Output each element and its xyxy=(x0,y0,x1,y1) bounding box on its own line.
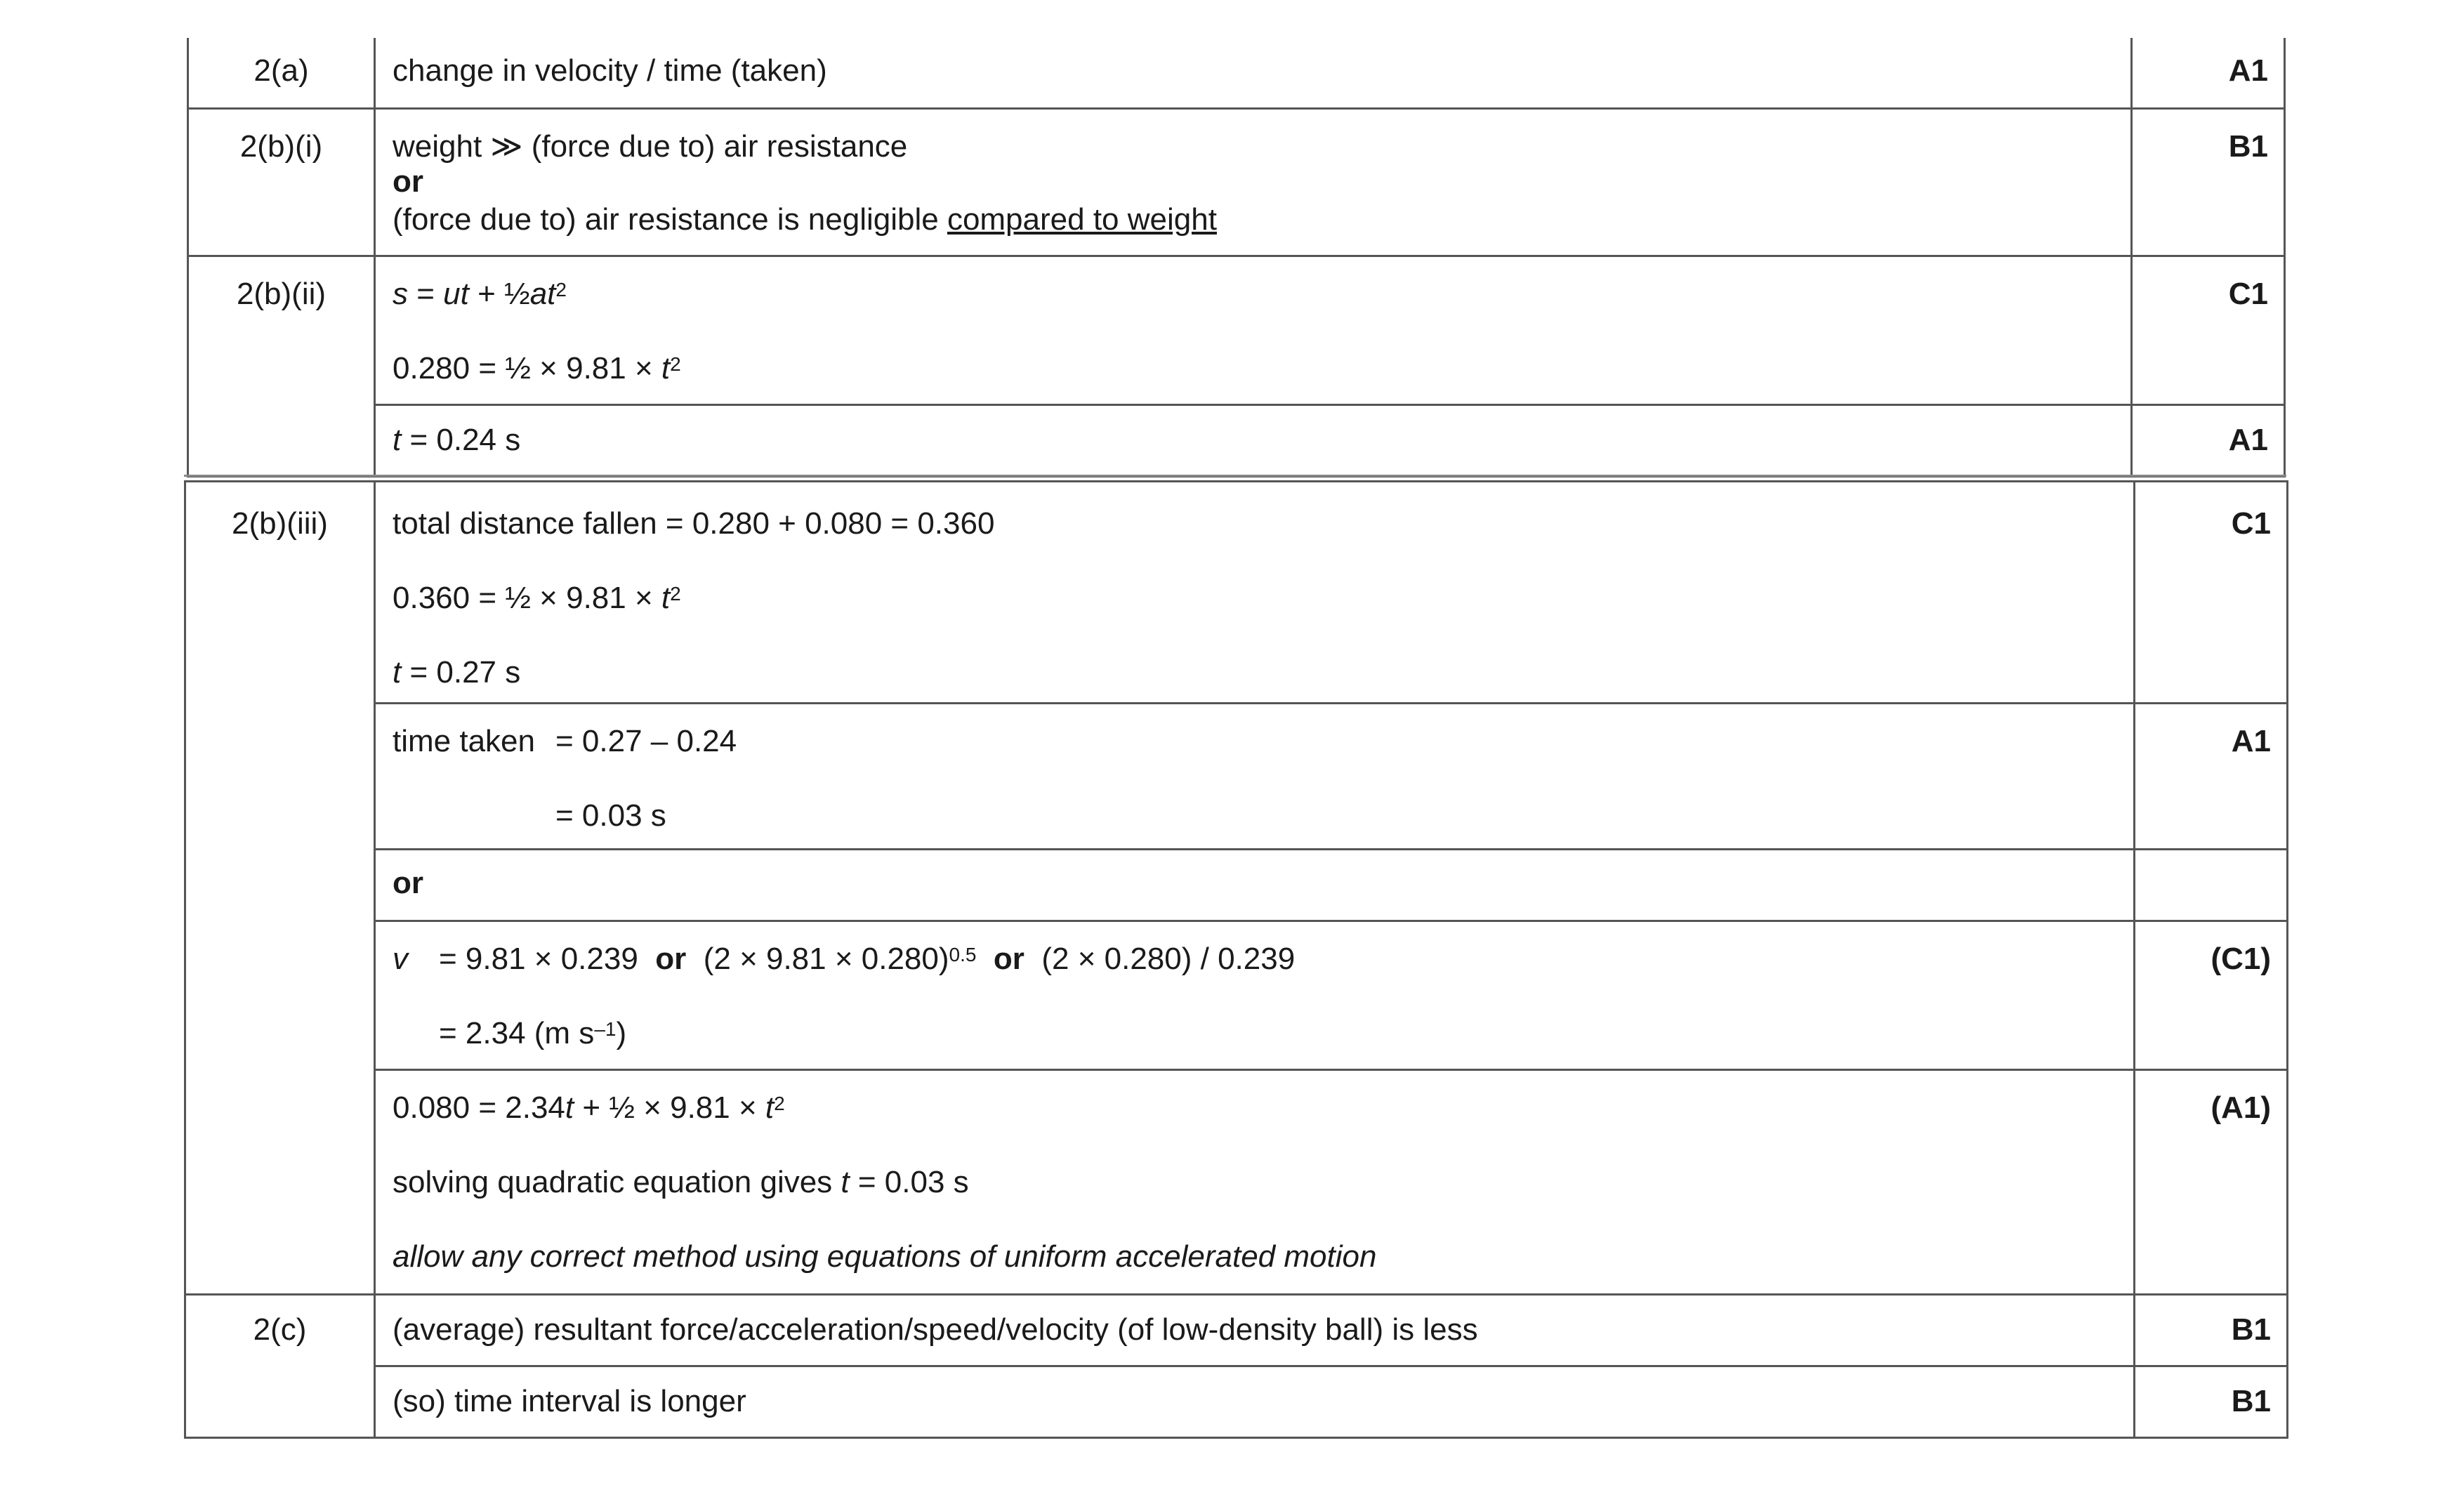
answer-cell xyxy=(375,256,2132,404)
answer-line xyxy=(393,351,2130,388)
or-label: or xyxy=(655,942,687,976)
answer-line xyxy=(393,1016,2133,1053)
answer-text: 0.360 = ½ × 9.81 × xyxy=(393,581,661,615)
answer-line xyxy=(393,942,2133,1016)
answer-line: (average) resultant force/acceleration/speed/velocity (of low-density ball) is less xyxy=(393,1312,1478,1347)
or-label: or xyxy=(393,164,423,199)
answer-line xyxy=(393,655,2133,692)
answer-text: + ½ xyxy=(468,276,530,311)
answer-cell xyxy=(375,1295,2135,1366)
answer-text: = 0.27 – 0.24 xyxy=(555,724,737,758)
answer-cell xyxy=(375,1366,2135,1438)
answer-text: = 2.34 (m s xyxy=(439,1016,595,1050)
var-t: t xyxy=(661,350,671,385)
mark-cell: A1 xyxy=(2135,704,2288,850)
mark-cell: B1 xyxy=(2132,108,2285,256)
answer-line: weight ≫ (force due to) air resistance xyxy=(393,128,908,164)
answer-line xyxy=(393,581,2133,655)
answer-text: (force due to) air resistance is negligible xyxy=(393,202,947,237)
question-number: 2(c) xyxy=(185,1295,375,1438)
var-v: v xyxy=(393,942,408,976)
exponent: 2 xyxy=(774,1093,785,1114)
mark-scheme-table-upper xyxy=(187,38,2286,477)
answer-cell xyxy=(375,1070,2135,1295)
var-t: t xyxy=(841,1165,850,1199)
or-label: or xyxy=(993,942,1025,976)
exponent: 2 xyxy=(555,278,567,301)
answer-line: total distance fallen = 0.280 + 0.080 = 0.360 xyxy=(393,506,995,541)
answer-line xyxy=(393,202,2130,239)
page-divider xyxy=(184,475,2286,477)
answer-text: = xyxy=(408,276,444,311)
answer-text: solving quadratic equation gives xyxy=(393,1165,841,1199)
mark-cell xyxy=(2135,850,2288,921)
answer-text: = 0.24 s xyxy=(401,422,521,457)
mark-cell: (C1) xyxy=(2135,921,2288,1070)
question-number: 2(b)(iii) xyxy=(185,482,375,1295)
var-t: t xyxy=(393,655,402,690)
exponent: 0.5 xyxy=(949,944,977,965)
answer-line xyxy=(393,798,2133,835)
var-s: s xyxy=(393,276,408,311)
mark-cell: C1 xyxy=(2135,482,2288,704)
answer-line xyxy=(393,1090,2133,1165)
row-2c-answer xyxy=(185,1366,2288,1438)
answer-cell xyxy=(375,704,2135,850)
mark-cell: A1 xyxy=(2132,38,2285,108)
answer-cell xyxy=(375,404,2132,476)
question-number: 2(a) xyxy=(188,38,375,108)
var-at: at xyxy=(529,276,556,311)
answer-text: (2 × 9.81 × 0.280) xyxy=(703,942,949,976)
row-2biii-quadratic xyxy=(185,1070,2288,1295)
var-t: t xyxy=(393,422,402,457)
mark-scheme-table-lower xyxy=(184,480,2288,1439)
answer-line xyxy=(393,423,2130,459)
or-label: or xyxy=(393,866,423,900)
mark-cell: C1 xyxy=(2132,256,2285,404)
row-2bi xyxy=(188,108,2285,256)
answer-line xyxy=(393,277,2130,351)
var-ut: ut xyxy=(443,276,469,311)
answer-text: ) xyxy=(616,1016,627,1050)
mark-cell: A1 xyxy=(2132,404,2285,476)
answer-line xyxy=(393,724,2133,798)
answer-cell xyxy=(375,108,2132,256)
row-2biii-or xyxy=(185,850,2288,921)
row-2c xyxy=(185,1295,2288,1366)
underlined-text: compared to weight xyxy=(947,202,1217,237)
answer-cell xyxy=(375,482,2135,704)
answer-line xyxy=(393,1165,2133,1239)
answer-text: 0.280 = ½ × 9.81 × xyxy=(393,350,661,385)
answer-text: + ½ × 9.81 × xyxy=(574,1090,765,1125)
answer-text: 0.080 = 2.34 xyxy=(393,1090,565,1125)
answer-cell xyxy=(375,38,2132,108)
mark-cell: B1 xyxy=(2135,1366,2288,1438)
answer-text: = 0.27 s xyxy=(401,655,521,690)
exponent: 2 xyxy=(670,352,681,375)
mark-cell: (A1) xyxy=(2135,1070,2288,1295)
row-2biii-velocity xyxy=(185,921,2288,1070)
row-2biii xyxy=(185,482,2288,704)
answer-cell xyxy=(375,921,2135,1070)
row-2biii-time xyxy=(185,704,2288,850)
exponent: –1 xyxy=(594,1018,617,1040)
var-t: t xyxy=(661,581,671,615)
answer-line: change in velocity / time (taken) xyxy=(393,53,827,88)
answer-text: = 0.03 s xyxy=(849,1165,969,1199)
answer-line: (so) time interval is longer xyxy=(393,1384,746,1418)
var-t: t xyxy=(765,1090,775,1125)
mark-cell: B1 xyxy=(2135,1295,2288,1366)
answer-label: time taken xyxy=(393,724,535,758)
answer-cell xyxy=(375,850,2135,921)
var-t: t xyxy=(565,1090,574,1125)
answer-text: = 9.81 × 0.239 xyxy=(439,942,638,976)
question-number: 2(b)(i) xyxy=(188,108,375,256)
guidance-note: allow any correct method using equations of uniform accelerated motion xyxy=(393,1239,1377,1274)
row-2bii-answer xyxy=(188,404,2285,476)
answer-text: (2 × 0.280) / 0.239 xyxy=(1041,942,1296,976)
question-number: 2(b)(ii) xyxy=(188,256,375,476)
exponent: 2 xyxy=(670,583,681,605)
row-2bii xyxy=(188,256,2285,404)
row-2a xyxy=(188,38,2285,108)
answer-text: = 0.03 s xyxy=(555,798,666,833)
